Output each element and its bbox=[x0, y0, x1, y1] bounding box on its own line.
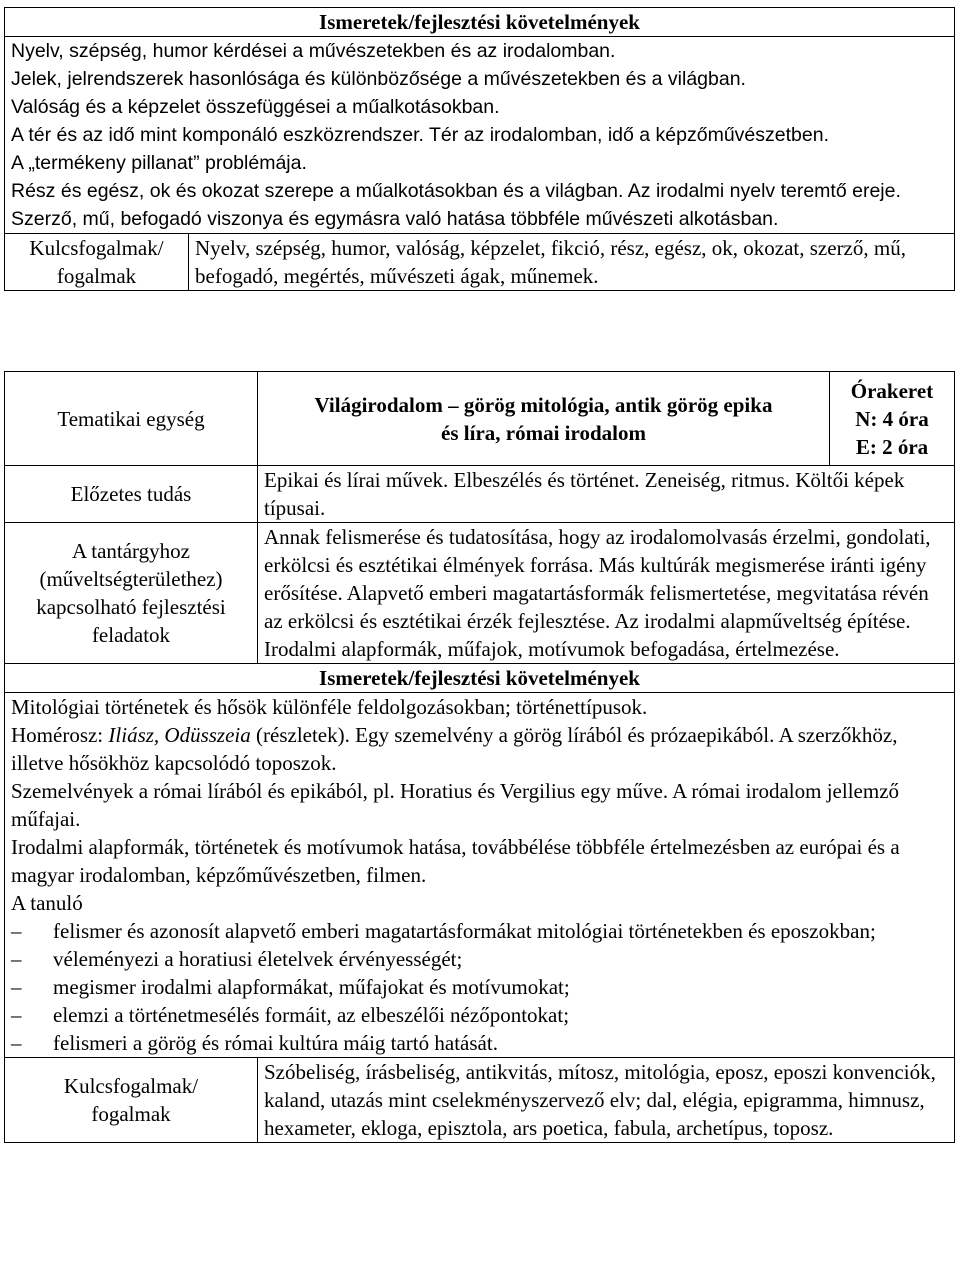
student-outcomes-list bbox=[11, 917, 948, 1057]
list-item: – felismeri a görög és római kultúra máig tartó hatását. bbox=[11, 1029, 948, 1057]
unit-title bbox=[258, 372, 830, 466]
thematic-unit-table bbox=[4, 371, 955, 1143]
section-header: Ismeretek/fejlesztési követelmények bbox=[5, 8, 955, 37]
key-concepts-label bbox=[5, 234, 189, 291]
prior-knowledge-text: Epikai és lírai művek. Elbeszélés és történet. Zeneiség, ritmus. Költői képek típusai. bbox=[258, 466, 955, 523]
key-concepts-text: Szóbeliség, írásbeliség, antikvitás, mítosz, mitológia, eposz, eposzi konvenciók, kaland, utazás mint cselekményszervező elv; dal, elégia, epigramma, himnusz, hexameter, ekloga, episztola, ars poetica, fabula, archetípus, toposz. bbox=[258, 1058, 955, 1143]
requirements-list bbox=[5, 37, 955, 234]
unit-label: Tematikai egység bbox=[5, 372, 258, 466]
list-item: – véleményezi a horatiusi életelvek érvényességét; bbox=[11, 945, 948, 973]
requirement-line: A „termékeny pillanat” problémája. bbox=[11, 152, 307, 174]
requirement-line: Nyelv, szépség, humor kérdései a művészetekben és az irodalomban. bbox=[11, 40, 616, 62]
requirement-line: Szerző, mű, befogadó viszonya és egymásra való hatása többféle művészeti alkotásban. bbox=[11, 208, 779, 230]
development-tasks-label-line: (műveltségterülethez) bbox=[39, 567, 223, 591]
requirement-text: (részletek). Egy szemelvény a görög lírából és prózaepikából. A szerzőkhöz, illetve hősökhöz kapcsolódó toposzok. bbox=[11, 723, 898, 775]
section-header: Ismeretek/fejlesztési követelmények bbox=[5, 664, 955, 693]
key-concepts-label-line: fogalmak bbox=[91, 1102, 171, 1126]
key-concepts-label bbox=[5, 1058, 258, 1143]
list-item: – felismer és azonosít alapvető emberi magatartásformákat mitológiai történetekben és eposzokban; bbox=[11, 917, 948, 945]
development-tasks-label-line: kapcsolható fejlesztési bbox=[36, 595, 226, 619]
requirement-line: Valóság és a képzelet összefüggései a műalkotásokban. bbox=[11, 96, 500, 118]
development-tasks-label bbox=[5, 523, 258, 664]
hours-frame bbox=[830, 372, 955, 466]
requirement-paragraph: Irodalmi alapformák, történetek és motívumok hatása, továbbélése többféle értelmezésben az európai és a magyar irodalomban, képzőművészetben, filmen. bbox=[11, 835, 900, 887]
hours-label: Órakeret bbox=[850, 378, 934, 403]
key-concepts-label-line: Kulcsfogalmak/ bbox=[63, 1074, 199, 1098]
requirement-line: Rész és egész, ok és okozat szerepe a műalkotásokban és a világban. Az irodalmi nyelv teremtő ereje. bbox=[11, 180, 901, 202]
hours-extended: E: 2 óra bbox=[855, 434, 929, 459]
student-intro: A tanuló bbox=[11, 891, 83, 915]
requirement-line: A tér és az idő mint komponáló eszközrendszer. Tér az irodalomban, idő a képzőművészetben. bbox=[11, 124, 829, 146]
unit-title-line: Világirodalom – görög mitológia, antik görög epika bbox=[314, 392, 773, 417]
requirements-table-top bbox=[4, 7, 955, 291]
requirements-body bbox=[5, 693, 955, 1058]
key-concepts-label-line: Kulcsfogalmak/ bbox=[29, 236, 164, 260]
list-item: – megismer irodalmi alapformákat, műfajokat és motívumokat; bbox=[11, 973, 948, 1001]
unit-title-line: és líra, római irodalom bbox=[441, 420, 646, 445]
list-item: – elemzi a történetmesélés formáit, az elbeszélői nézőpontokat; bbox=[11, 1001, 948, 1029]
prior-knowledge-label: Előzetes tudás bbox=[5, 466, 258, 523]
requirement-paragraph: Mitológiai történetek és hősök különféle feldolgozásokban; történettípusok. bbox=[11, 695, 648, 719]
requirement-paragraph: Szemelvények a római lírából és epikából, pl. Horatius és Vergilius egy műve. A római irodalom jellemző műfajai. bbox=[11, 779, 900, 831]
requirement-text: Homérosz: bbox=[11, 723, 109, 747]
development-tasks-label-line: feladatok bbox=[91, 623, 171, 647]
homer-works: Iliász, Odüsszeia bbox=[108, 723, 251, 747]
requirement-paragraph bbox=[11, 721, 948, 777]
requirement-line: Jelek, jelrendszerek hasonlósága és különbözősége a művészetekben és a világban. bbox=[11, 68, 746, 90]
development-tasks-label-line: A tantárgyhoz bbox=[71, 539, 190, 563]
hours-normal: N: 4 óra bbox=[855, 406, 929, 431]
key-concepts-text: Nyelv, szépség, humor, valóság, képzelet, fikció, rész, egész, ok, okozat, szerző, mű, befogadó, megértés, művészeti ágak, műnemek. bbox=[189, 234, 955, 291]
key-concepts-label-line: fogalmak bbox=[56, 264, 137, 288]
development-tasks-text: Annak felismerése és tudatosítása, hogy az irodalomolvasás érzelmi, gondolati, erkölcsi és esztétikai élmények forrása. Más kultúrák megismerése iránti igény erősítése. Alapvető emberi magatartásformák felismertetése, megvitatása révén az erkölcsi és esztétikai érzék fejlesztése. Az irodalmi alapműveltség építése. Irodalmi alapformák, műfajok, motívumok befogadása, értelmezése. bbox=[258, 523, 955, 664]
